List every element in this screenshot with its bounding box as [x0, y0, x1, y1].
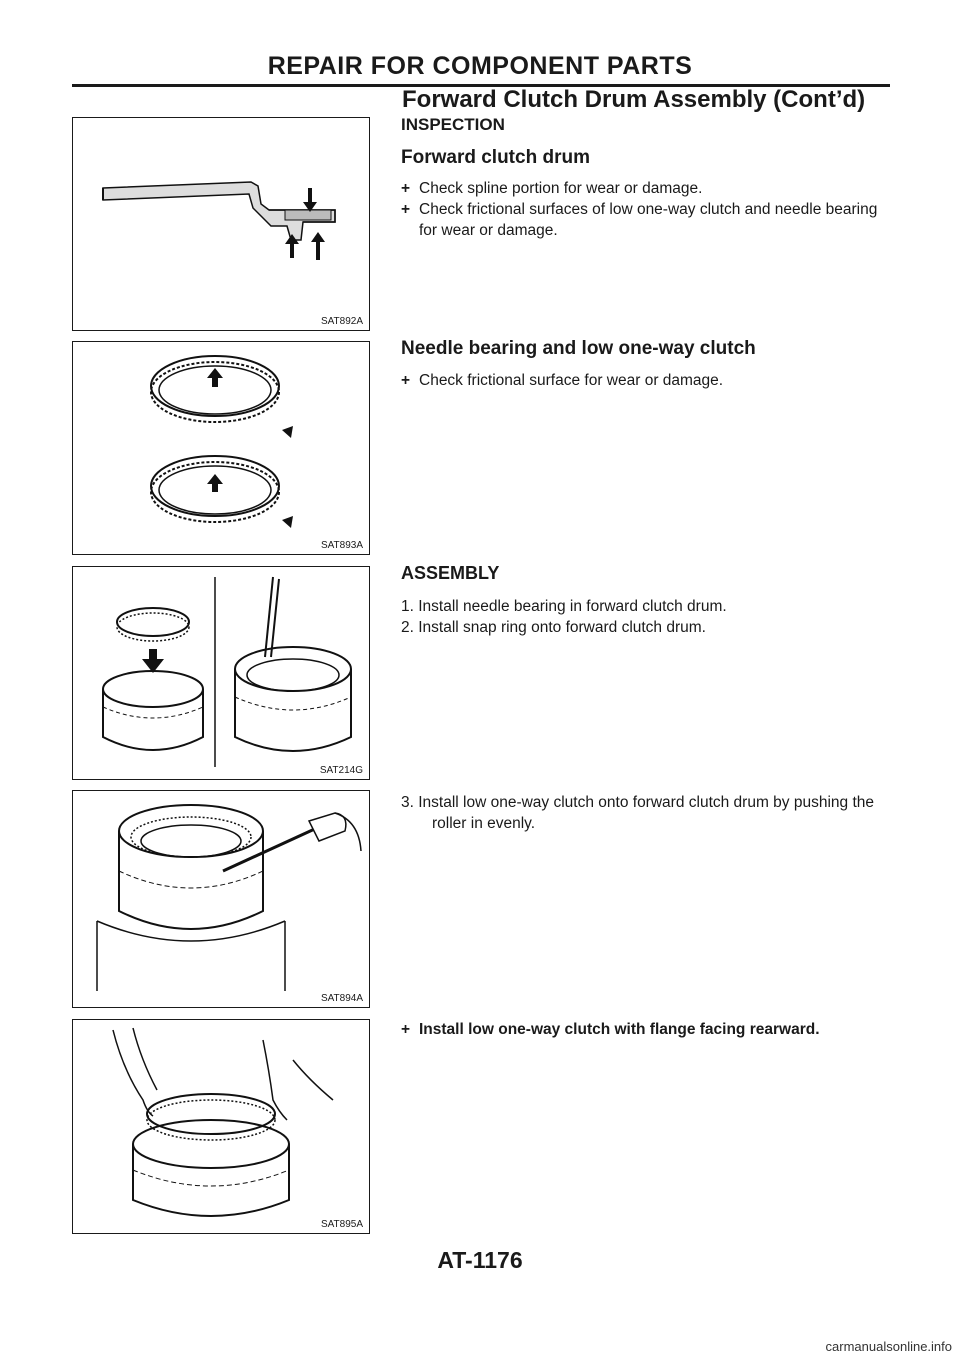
assembly-step: 1. Install needle bearing in forward clutch drum. [401, 598, 727, 615]
one-way-clutch-push-illustration [73, 791, 369, 1007]
bearing-heading: Needle bearing and low one-way clutch [401, 338, 756, 359]
figure-sat895a [72, 1019, 370, 1234]
bullet-glyph: + [401, 1021, 411, 1038]
figure-sat894a [72, 790, 370, 1008]
bearing-section [401, 338, 891, 391]
page-header-title: REPAIR FOR COMPONENT PARTS [267, 52, 693, 80]
page-subtitle: Forward Clutch Drum Assembly (Cont’d) [402, 86, 866, 113]
assembly-section [401, 563, 891, 638]
inspection-heading: INSPECTION [401, 115, 505, 134]
assembly-heading: ASSEMBLY [401, 563, 500, 583]
figure-code: SAT895A [320, 1219, 363, 1230]
drum-section-illustration [73, 118, 369, 330]
hands-installing-clutch-illustration [73, 1020, 369, 1233]
list-item: + Check frictional surface for wear or damage. [401, 372, 724, 389]
list-item: + Check frictional surfaces of low one-way clutch and needle bearing for wear or damage. [401, 201, 878, 239]
bullet-glyph: + [401, 201, 411, 218]
figure-sat893a [72, 341, 370, 555]
assembly-step: 3. Install low one-way clutch onto forward clutch drum by pushing the roller in evenly. [401, 794, 874, 832]
figure-code: SAT894A [320, 993, 363, 1004]
assembly-step: 2. Install snap ring onto forward clutch drum. [401, 619, 706, 636]
bullet-glyph: + [401, 180, 411, 197]
figure-sat892a [72, 117, 370, 331]
inspection-section [401, 115, 891, 241]
figure-code: SAT214G [319, 765, 363, 776]
drum-heading: Forward clutch drum [401, 147, 590, 168]
page-number: AT-1176 [437, 1247, 523, 1273]
assembly-step-3-block [401, 792, 891, 834]
assembly-note: + Install low one-way clutch with flange facing rearward. [401, 1021, 820, 1038]
bullet-glyph: + [401, 372, 411, 389]
list-item: + Check spline portion for wear or damage. [401, 180, 703, 197]
watermark: carmanualsonline.info [825, 1339, 952, 1354]
figure-code: SAT893A [320, 540, 363, 551]
bearing-and-clutch-illustration [73, 342, 369, 554]
figure-code: SAT892A [320, 316, 363, 327]
snap-ring-install-illustration [73, 567, 369, 779]
assembly-note-block [401, 1019, 891, 1040]
figure-sat214g [72, 566, 370, 780]
